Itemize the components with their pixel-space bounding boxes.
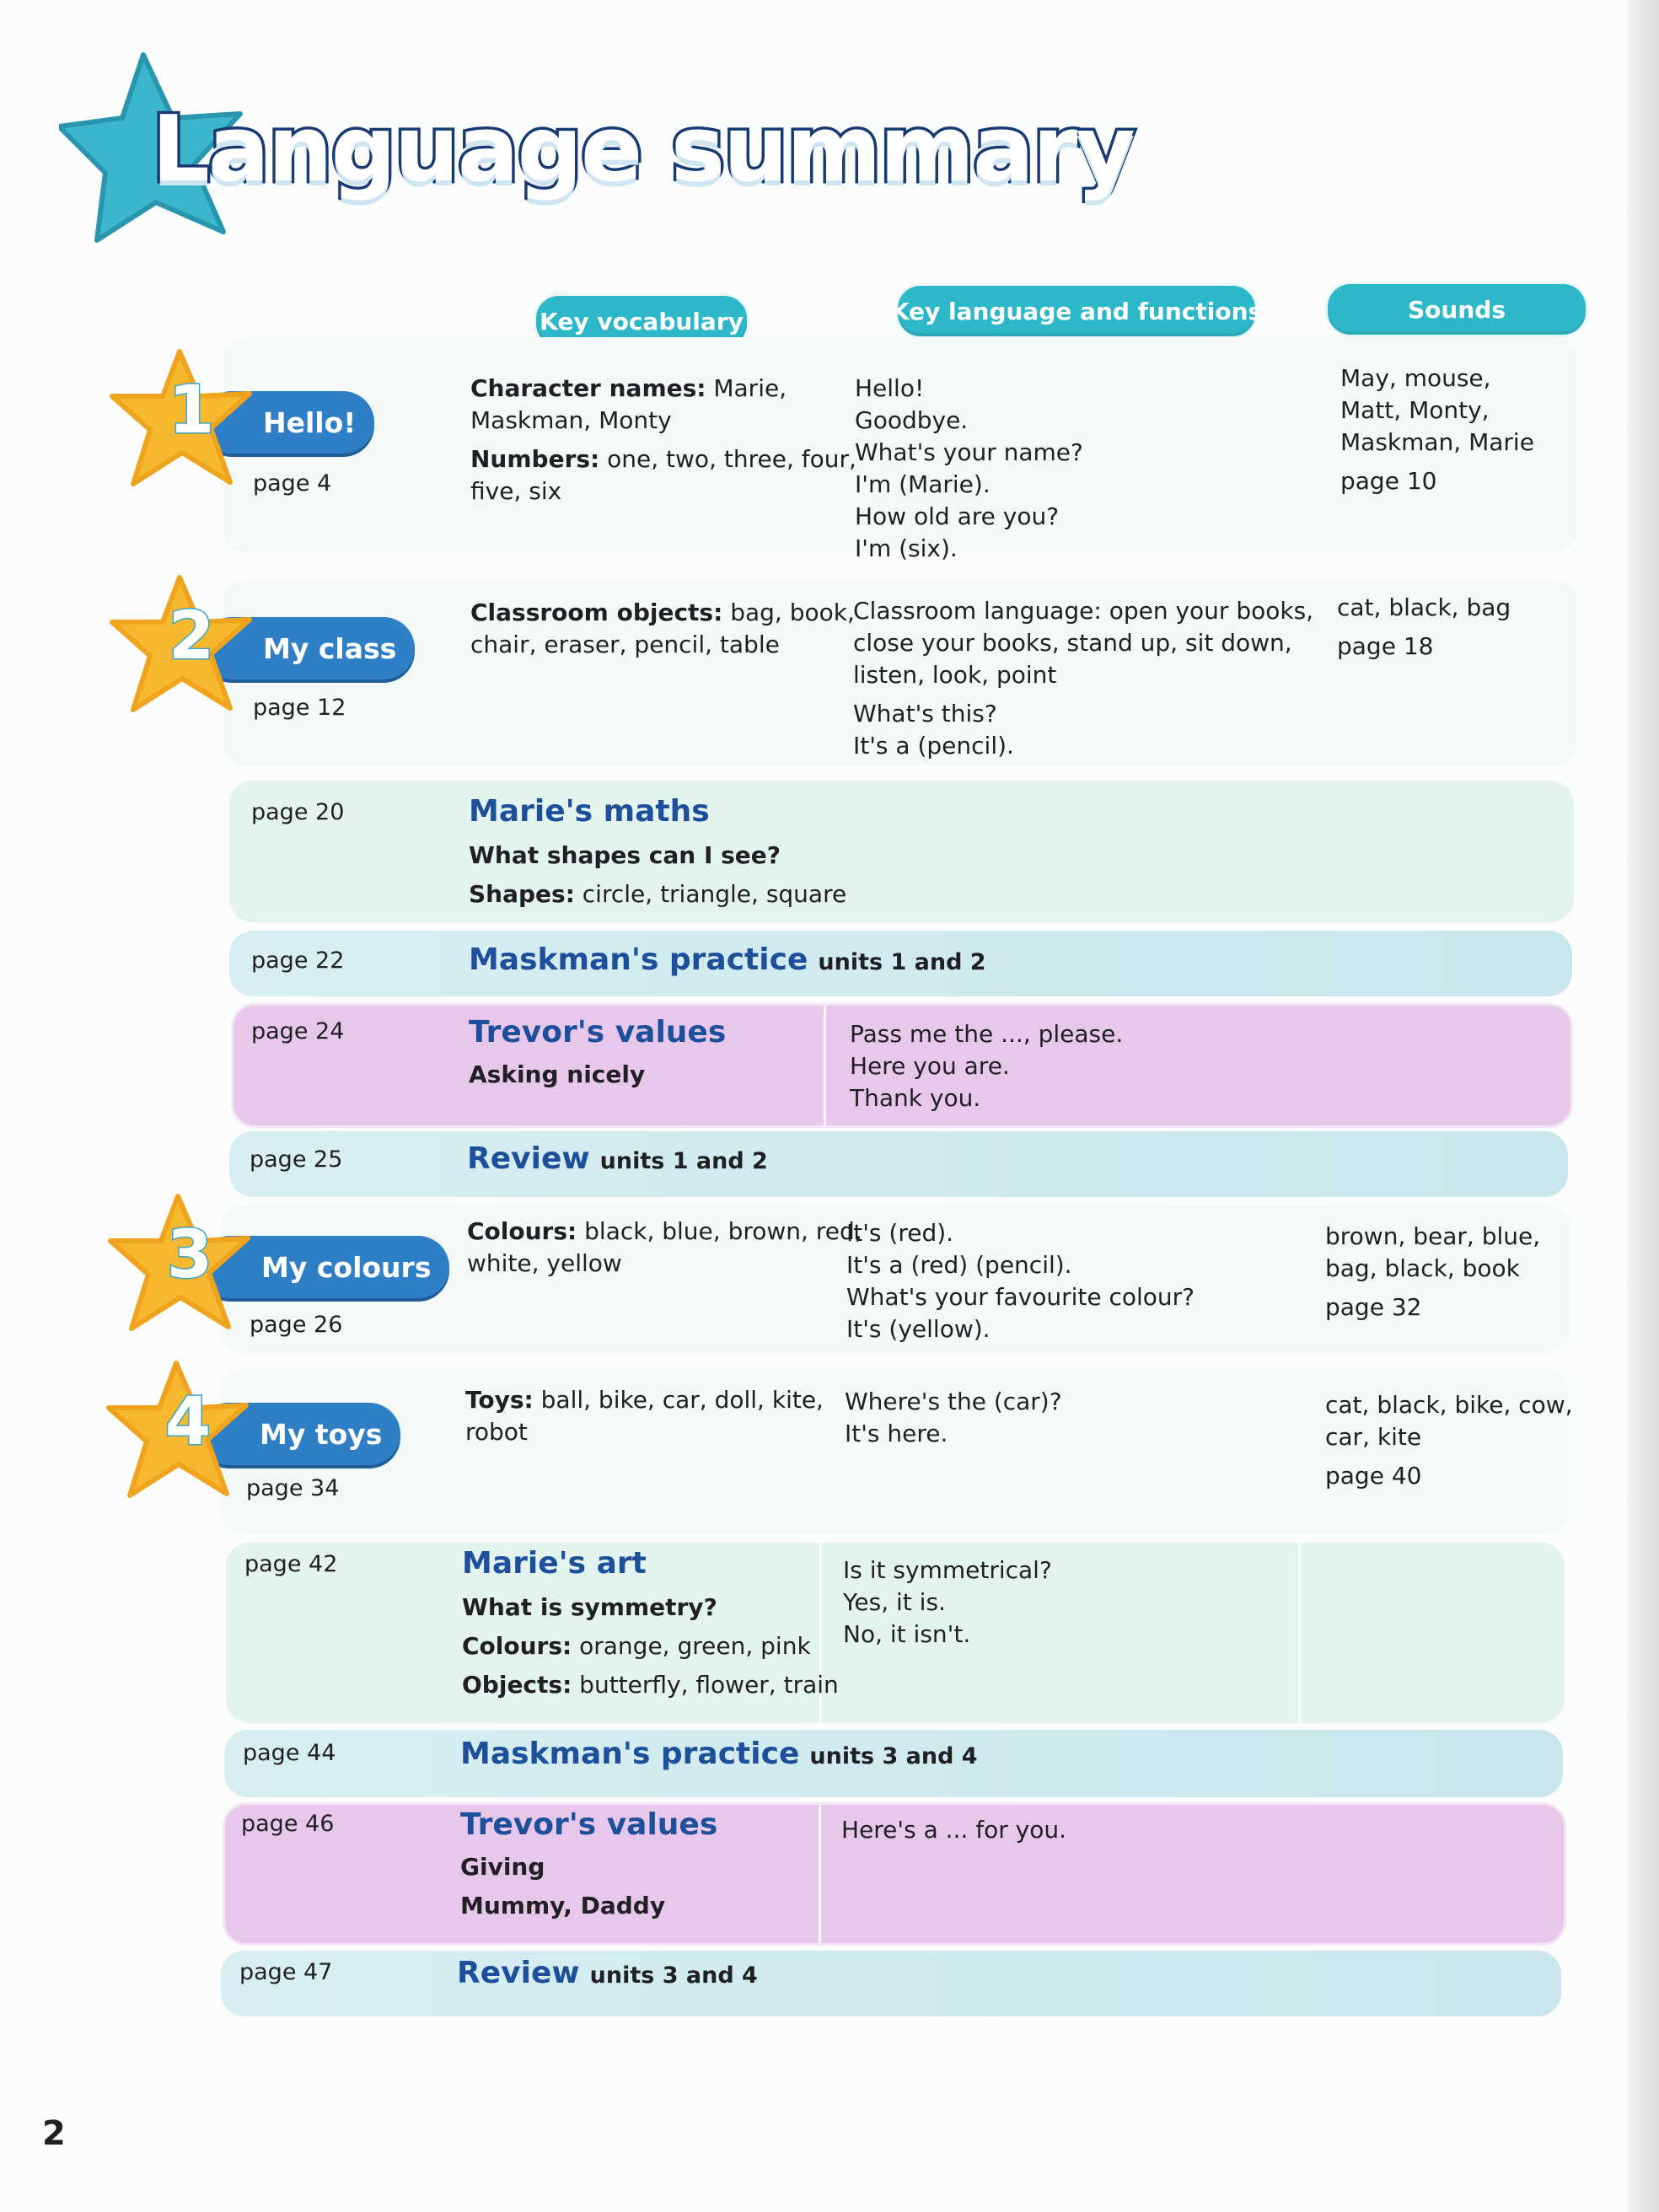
unit-1-name: Hello! <box>201 391 374 454</box>
header-key-language: Key language and functions <box>895 283 1258 339</box>
art-language: Is it symmetrical? Yes, it is. No, it isn't. <box>843 1556 1052 1648</box>
practice-2-page: page 44 <box>243 1740 336 1766</box>
review-1-band <box>229 1131 1568 1197</box>
values-1-language: Pass me the ..., please. Here you are. Thank you. <box>850 1020 1124 1112</box>
values-1-title: Trevor's values <box>469 1015 727 1050</box>
unit-3-name: My colours <box>199 1236 449 1298</box>
unit-3-language: It's (red). It's a (red) (pencil). What's your favourite colour? It's (yellow). <box>846 1219 1195 1343</box>
unit-4-sounds: cat, black, bike, cow, car, kite page 40 <box>1325 1391 1573 1490</box>
unit-3-number: 3 <box>166 1217 213 1293</box>
values-1-page: page 24 <box>251 1018 345 1044</box>
values-1-content: Asking nicely <box>469 1060 646 1088</box>
unit-3-page: page 26 <box>250 1312 343 1338</box>
values-2-content: Giving Mummy, Daddy <box>460 1853 666 1919</box>
maths-page: page 20 <box>251 799 345 825</box>
unit-4-vocab: Toys: ball, bike, car, doll, kite, robot <box>465 1386 824 1446</box>
unit-2-page: page 12 <box>253 695 346 721</box>
review-2-title: Review units 3 and 4 <box>457 1956 758 1990</box>
page-edge <box>1627 0 1659 2212</box>
page-title: Language summary <box>152 97 1134 202</box>
title-banner <box>59 46 1134 266</box>
values-2-page: page 46 <box>241 1811 335 1837</box>
marie-maths-band <box>229 781 1574 922</box>
unit-4-name: My toys <box>197 1403 400 1465</box>
unit-3-sounds: brown, bear, blue, bag, black, book page 32 <box>1325 1222 1541 1321</box>
unit-1-page: page 4 <box>253 470 332 497</box>
unit-2-name: My class <box>201 617 415 679</box>
review-2-page: page 47 <box>239 1959 333 1985</box>
unit-4-language: Where's the (car)? It's here. <box>845 1388 1062 1447</box>
unit-4-number: 4 <box>164 1384 212 1460</box>
review-2-band <box>221 1951 1561 2016</box>
practice-2-title: Maskman's practice units 3 and 4 <box>460 1737 978 1771</box>
maths-title: Marie's maths <box>469 794 710 829</box>
unit-2-vocab: Classroom objects: bag, book, chair, eraser, pencil, table <box>470 599 855 658</box>
unit-1-vocab: Character names: Marie, Maskman, Monty Numbers: one, two, three, four, five, six <box>470 374 856 505</box>
art-content: What is symmetry? Colours: orange, green, pink Objects: butterfly, flower, train <box>462 1593 839 1699</box>
unit-2-language: Classroom language: open your books, close your books, stand up, sit down, listen, look, point What's this? It's a (pencil). <box>853 597 1314 760</box>
header-key-vocabulary: Key vocabulary <box>534 293 749 349</box>
review-1-title: Review units 1 and 2 <box>467 1141 768 1176</box>
unit-1-badge <box>108 347 445 491</box>
header-sounds: Sounds <box>1325 282 1588 337</box>
practice-1-title: Maskman's practice units 1 and 2 <box>469 942 986 977</box>
art-title: Marie's art <box>462 1546 647 1581</box>
art-page: page 42 <box>244 1551 338 1577</box>
unit-2-sounds: cat, black, bag page 18 <box>1337 593 1511 660</box>
page-number: 2 <box>42 2114 66 2153</box>
unit-1-sounds: May, mouse, Matt, Monty, Maskman, Marie page 10 <box>1340 364 1534 495</box>
unit-4-page: page 34 <box>246 1475 340 1501</box>
unit-1-language: Hello! Goodbye. What's your name? I'm (Marie). How old are you? I'm (six). <box>855 374 1083 562</box>
values-2-language: Here's a ... for you. <box>841 1816 1066 1844</box>
unit-2-number: 2 <box>168 599 215 674</box>
maths-content: What shapes can I see? Shapes: circle, triangle, square <box>469 841 847 908</box>
values-2-title: Trevor's values <box>460 1807 718 1842</box>
unit-1-number: 1 <box>168 373 215 448</box>
unit-3-vocab: Colours: black, blue, brown, red, white, yellow <box>467 1217 862 1277</box>
practice-1-page: page 22 <box>251 948 345 974</box>
review-1-page: page 25 <box>250 1146 343 1173</box>
